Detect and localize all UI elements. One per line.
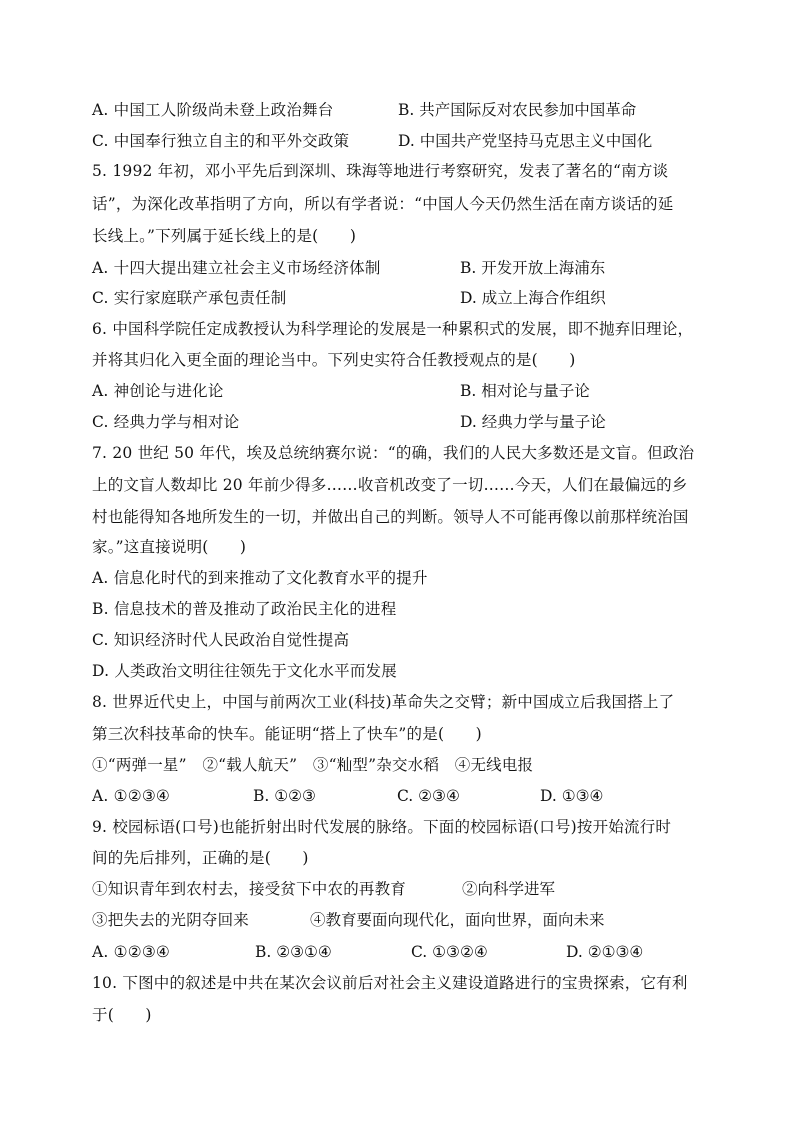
q10-stem-line-1: 10. 下图中的叙述是中共在某次会议前后对社会主义建设道路进行的宝贵探索，它有利 [92, 974, 688, 992]
q8-option-a: A. ①②③④ [92, 787, 171, 805]
q7-stem-line-1: 7. 20 世纪 50 年代，埃及总统纳赛尔说：“的确，我们的人民大多数还是文盲。但政治 [92, 444, 695, 462]
q7-stem-line-3: 村也能得知各地所发生的一切，并做出自己的判断。领导人不可能再像以前那样统治国 [92, 508, 689, 526]
q9-option-d: D. ②①③④ [566, 943, 644, 961]
q7-option-c: C. 知识经济时代人民政治自觉性提高 [92, 631, 350, 649]
q7-stem-line-2: 上的文盲人数却比 20 年前少得多……收音机改变了一切……今天，人们在最偏远的乡 [92, 476, 688, 494]
q5-option-a: A. 十四大提出建立社会主义市场经济体制 [92, 259, 381, 277]
q8-option-d: D. ①③④ [540, 787, 604, 805]
q4-option-b: B. 共产国际反对农民参加中国革命 [398, 101, 637, 119]
q9-item-1: ①知识青年到农村去，接受贫下中农的再教育 [92, 880, 407, 898]
q9-stem-line-2: 间的先后排列，正确的是( ) [92, 849, 309, 867]
q9-option-b: B. ②③①④ [255, 943, 332, 961]
q6-stem-line-1: 6. 中国科学院任定成教授认为科学理论的发展是一种累积式的发展，即不抛弃旧理论， [92, 320, 694, 338]
q5-option-d: D. 成立上海合作组织 [460, 289, 606, 307]
q4-option-c: C. 中国奉行独立自主的和平外交政策 [92, 132, 350, 150]
q8-items: ①“两弹一星” ②“载人航天” ③“籼型”杂交水稻 ④无线电报 [92, 756, 534, 774]
q9-stem-line-1: 9. 校园标语(口号)也能折射出时代发展的脉络。下面的校园标语(口号)按开始流行时 [92, 818, 672, 836]
q8-stem-line-2: 第三次科技革命的快车。能证明“搭上了快车”的是( ) [92, 725, 482, 743]
q6-option-c: C. 经典力学与相对论 [92, 413, 240, 431]
q8-stem-line-1: 8. 世界近代史上，中国与前两次工业(科技)革命失之交臂；新中国成立后我国搭上了 [92, 693, 675, 711]
q6-option-d: D. 经典力学与量子论 [460, 413, 606, 431]
q7-option-d: D. 人类政治文明往往领先于文化水平而发展 [92, 662, 397, 680]
q5-option-b: B. 开发开放上海浦东 [460, 259, 606, 277]
q10-stem-line-2: 于( ) [92, 1006, 152, 1024]
q6-option-b: B. 相对论与量子论 [460, 382, 590, 400]
q9-item-4: ④教育要面向现代化，面向世界，面向未来 [310, 911, 605, 929]
q5-stem-line-2: 话”，为深化改革指明了方向，所以有学者说：“中国人今天仍然生活在南方谈话的延 [92, 195, 674, 213]
q9-option-c: C. ①③②④ [411, 943, 488, 961]
q9-option-a: A. ①②③④ [92, 943, 171, 961]
q4-option-a: A. 中国工人阶级尚未登上政治舞台 [92, 101, 334, 119]
q9-item-2: ②向科学进军 [462, 880, 556, 898]
q9-item-3: ③把失去的光阴夺回来 [92, 911, 250, 929]
q6-option-a: A. 神创论与进化论 [92, 382, 224, 400]
q8-option-b: B. ①②③ [253, 787, 316, 805]
q6-stem-line-2: 并将其归化入更全面的理论当中。下列史实符合任教授观点的是( ) [92, 351, 576, 369]
q7-stem-line-4: 家。”这直接说明( ) [92, 538, 247, 556]
q8-option-c: C. ②③④ [397, 787, 460, 805]
q5-option-c: C. 实行家庭联产承包责任制 [92, 289, 287, 307]
q7-option-a: A. 信息化时代的到来推动了文化教育水平的提升 [92, 569, 428, 587]
q7-option-b: B. 信息技术的普及推动了政治民主化的进程 [92, 600, 397, 618]
q5-stem-line-3: 长线上。”下列属于延长线上的是( ) [92, 227, 357, 245]
q5-stem-line-1: 5. 1992 年初，邓小平先后到深圳、珠海等地进行考察研究，发表了著名的“南方谈 [92, 162, 669, 180]
q4-option-d: D. 中国共产党坚持马克思主义中国化 [398, 132, 653, 150]
